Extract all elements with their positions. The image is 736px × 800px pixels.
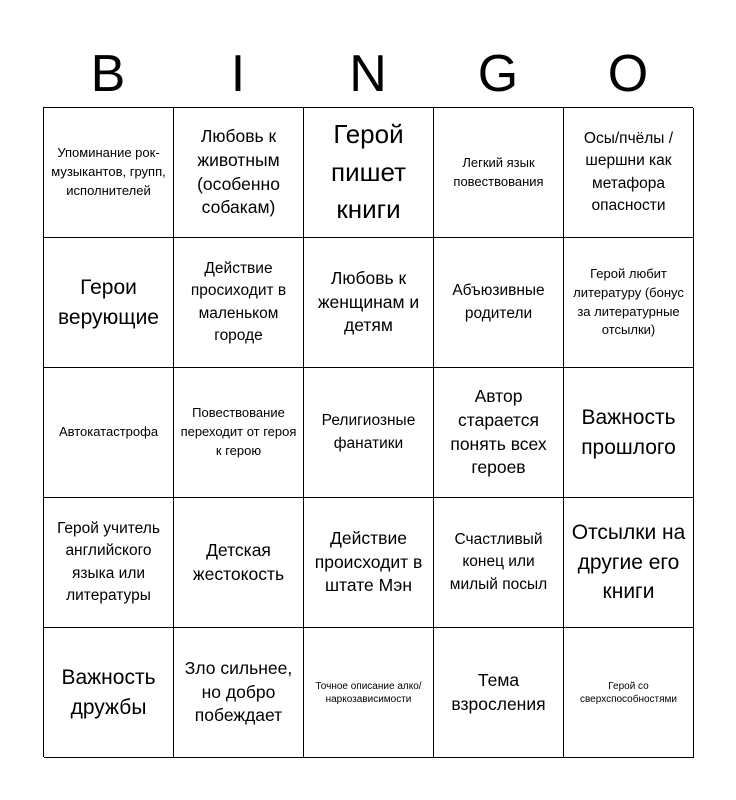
bingo-cell-r2c5[interactable] [564, 238, 694, 368]
bingo-cell-r4c4[interactable] [434, 498, 564, 628]
bingo-cell-r2c2[interactable] [174, 238, 304, 368]
bingo-title [43, 40, 693, 108]
cell-text: Важность дружбы [61, 666, 156, 719]
cell-text: Религиозные фанатики [321, 412, 416, 452]
title-letter-n: N [349, 45, 387, 103]
cell-text: Легкий язык повествования [453, 154, 544, 189]
bingo-cell-r5c1[interactable] [44, 628, 174, 758]
bingo-cell-r5c5[interactable] [564, 628, 694, 758]
bingo-cell-r3c1[interactable] [44, 368, 174, 498]
bingo-cell-r2c3[interactable] [304, 238, 434, 368]
bingo-cell-r3c5[interactable] [564, 368, 694, 498]
cell-text: Герои верующие [58, 276, 159, 329]
bingo-cell-r1c5[interactable] [564, 108, 694, 238]
cell-text: Тема взросления [451, 669, 546, 714]
cell-text: Осы/пчёлы /шершни как метафора опасности [583, 129, 674, 214]
bingo-cell-r5c4[interactable] [434, 628, 564, 758]
bingo-cell-r3c3[interactable] [304, 368, 434, 498]
bingo-cell-r1c4[interactable] [434, 108, 564, 238]
title-letter-o: O [607, 45, 649, 103]
cell-text: Важность прошлого [581, 406, 676, 459]
bingo-cell-r1c1[interactable] [44, 108, 174, 238]
cell-text: Абъюзивные родители [452, 282, 545, 322]
bingo-board [43, 107, 693, 757]
cell-text: Любовь к женщинам и детям [317, 268, 420, 336]
cell-text: Точное описание алко/наркозависимости [315, 680, 422, 705]
cell-text: Зло сильнее, но добро побеждает [184, 658, 293, 726]
bingo-cell-r4c5[interactable] [564, 498, 694, 628]
cell-text: Автор старается понять всех героев [450, 386, 547, 478]
bingo-cell-r2c4[interactable] [434, 238, 564, 368]
bingo-cell-r5c2[interactable] [174, 628, 304, 758]
cell-text: Действие происходит в штате Мэн [314, 528, 423, 596]
cell-text: Автокатастрофа [58, 424, 159, 440]
cell-text: Любовь к животным (особенно собакам) [197, 126, 280, 218]
cell-text: Детская жестокость [192, 539, 285, 584]
bingo-cell-r5c3[interactable] [304, 628, 434, 758]
title-letter-b: B [90, 45, 126, 103]
bingo-cell-r1c2[interactable] [174, 108, 304, 238]
bingo-cell-r4c2[interactable] [174, 498, 304, 628]
bingo-cell-r4c1[interactable] [44, 498, 174, 628]
cell-text: Отсылки на другие его книги [571, 521, 686, 604]
bingo-cell-r3c4[interactable] [434, 368, 564, 498]
cell-text: Счастливый конец или милый посыл [449, 530, 548, 593]
cell-text: Герой любит литературу (бонус за литературные отсылки) [573, 265, 684, 338]
cell-text: Герой со сверхспособностями [579, 680, 678, 705]
bingo-cell-r4c3[interactable] [304, 498, 434, 628]
title-letter-i: I [230, 45, 246, 103]
cell-text: Действие просиходит в маленьком городе [190, 259, 287, 344]
title-letter-g: G [477, 45, 519, 103]
bingo-cell-r3c2[interactable] [174, 368, 304, 498]
bingo-cell-r2c1[interactable] [44, 238, 174, 368]
cell-text: Повествование переходит от героя к герою [180, 405, 297, 458]
bingo-cell-r1c3[interactable] [304, 108, 434, 238]
cell-text: Герой учитель английского языка или литературы [57, 519, 160, 604]
cell-text: Упоминание рок-музыкантов, групп, исполнителей [51, 145, 166, 198]
cell-text: Герой пишет книги [331, 118, 406, 225]
